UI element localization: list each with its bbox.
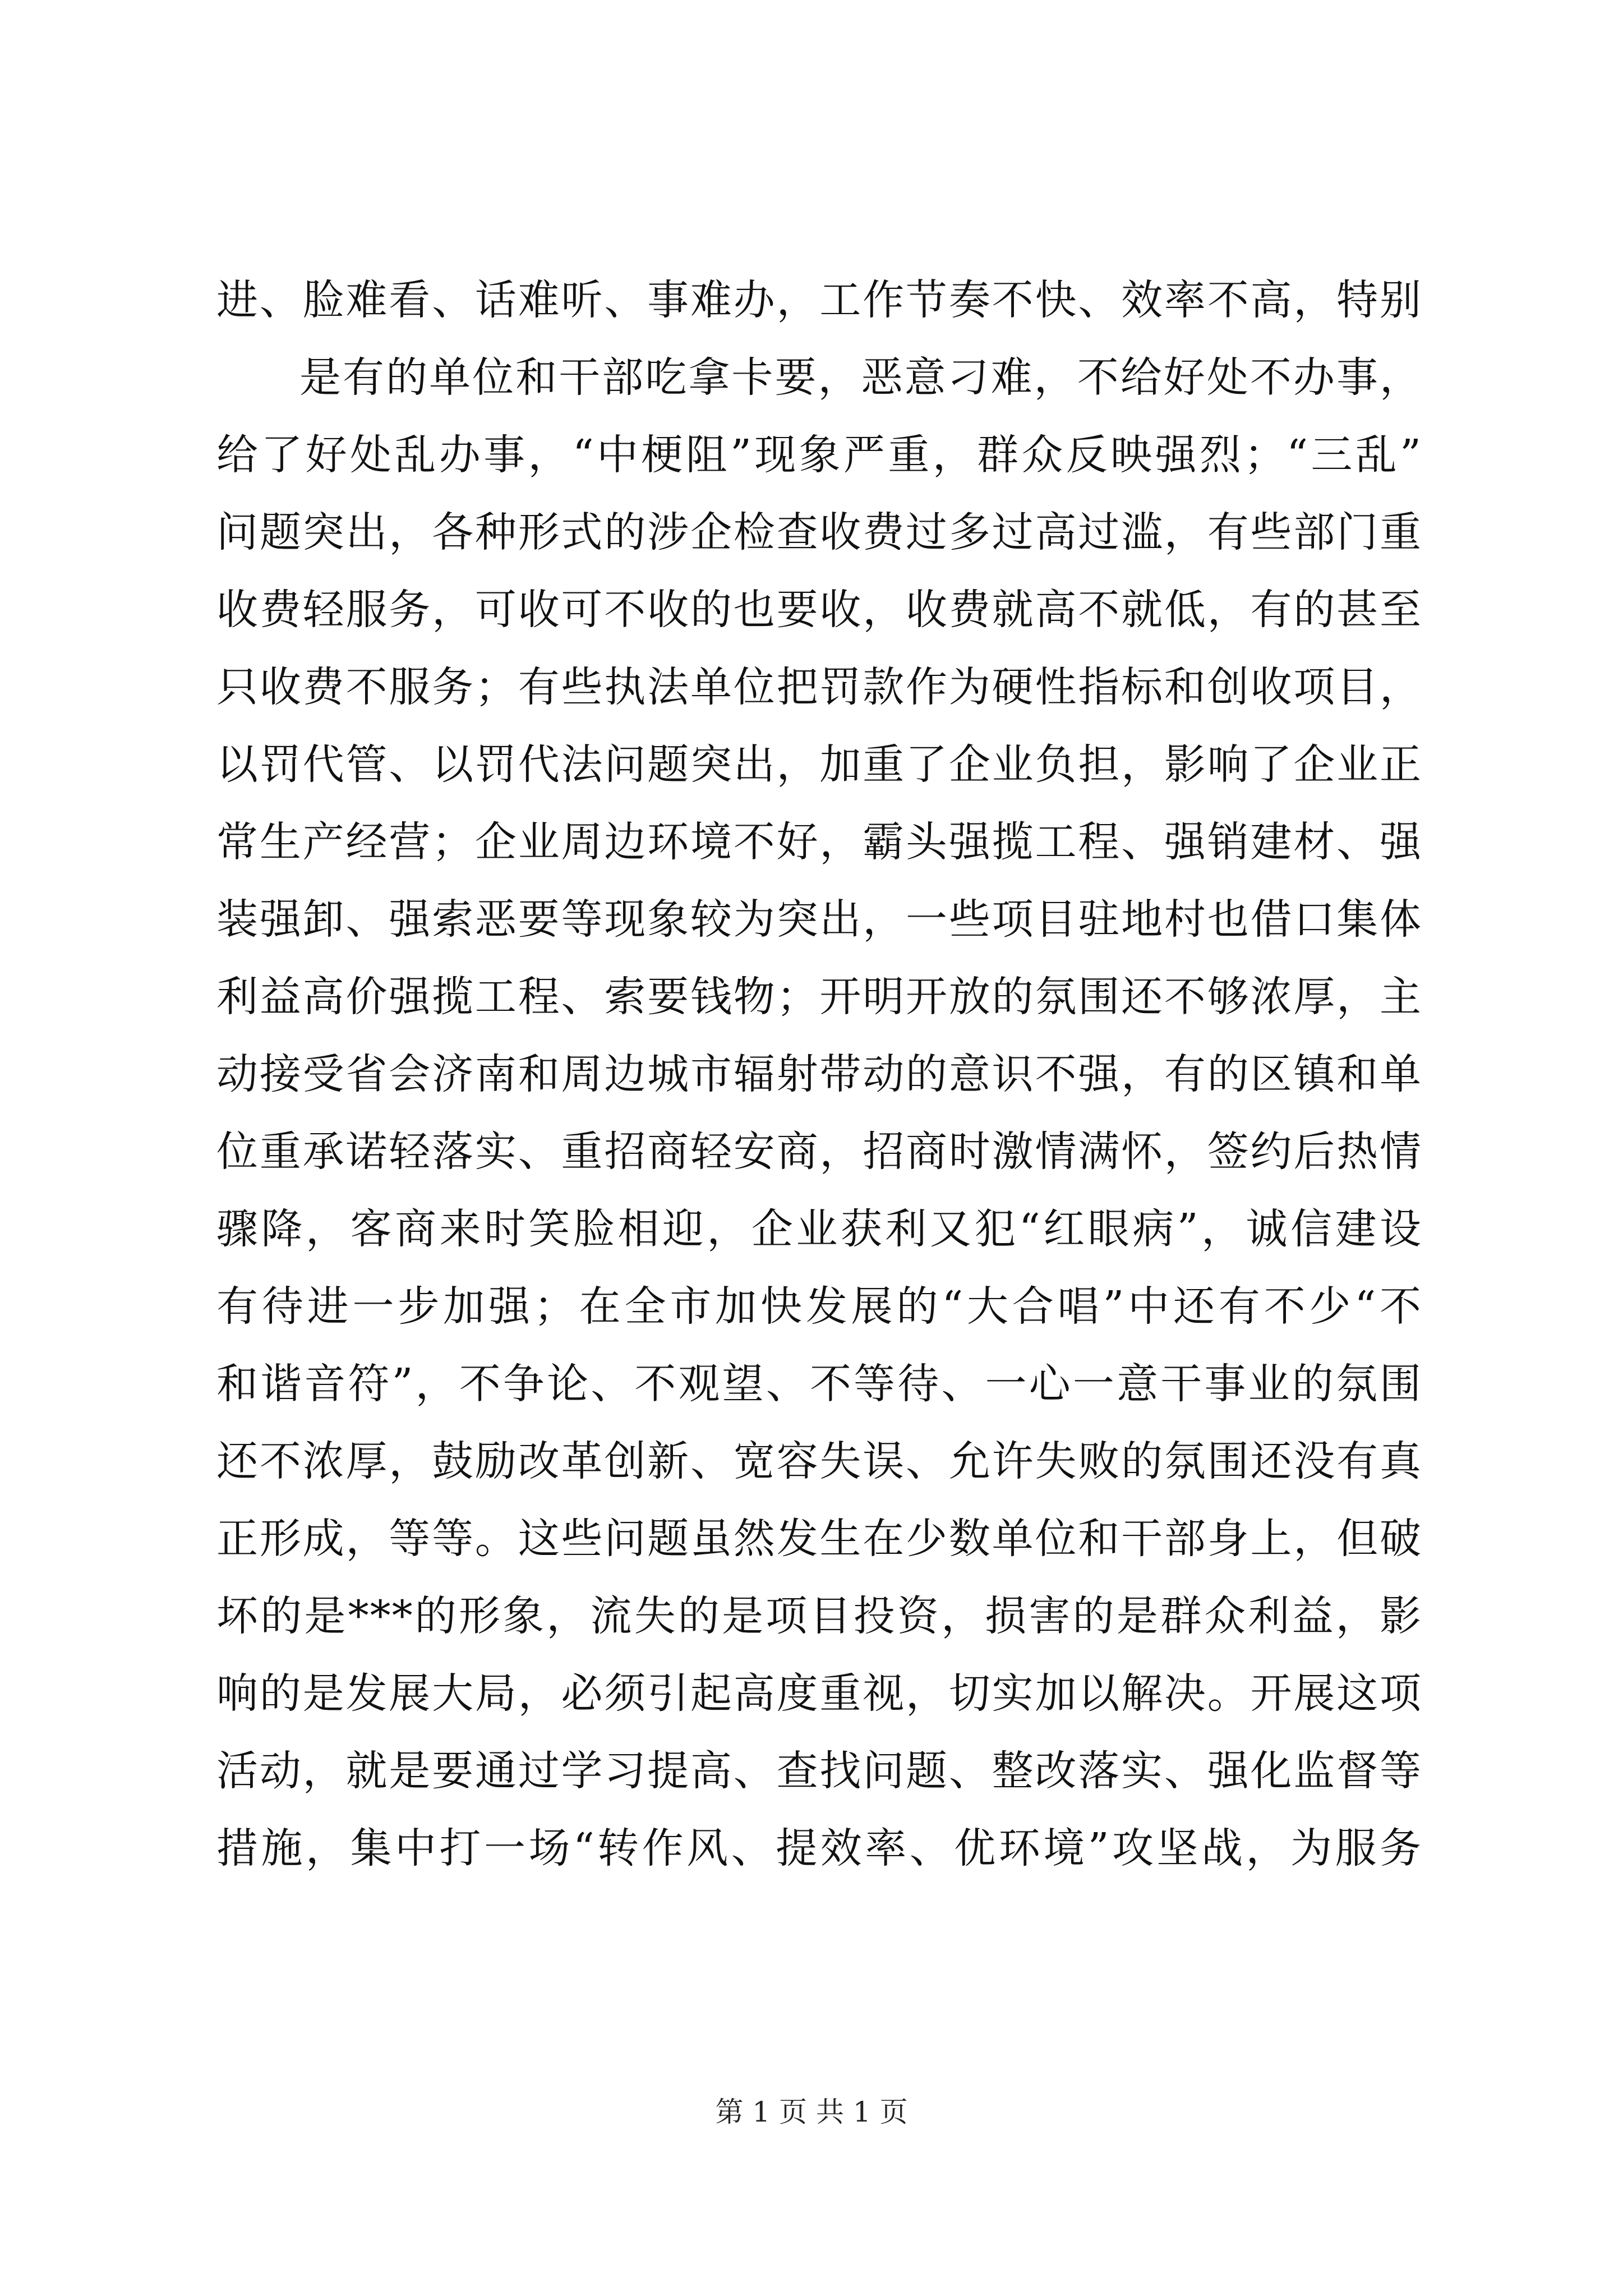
text-line-10: 利益高价强揽工程、索要钱物；开明开放的氛围还不够浓厚，主	[216, 973, 1422, 1021]
text-line-13: 骤降，客商来时笑脸相迎，企业获利又犯“红眼病”，诚信建设	[216, 1205, 1422, 1253]
text-line-21: 措施，集中打一场“转作风、提效率、优环境”攻坚战，为服务	[216, 1824, 1422, 1872]
text-line-11: 动接受省会济南和周边城市辐射带动的意识不强，有的区镇和单	[216, 1050, 1422, 1098]
text-line-2: 是有的单位和干部吃拿卡要，恶意刁难，不给好处不办事，	[299, 353, 1422, 402]
text-line-17: 正形成，等等。这些问题虽然发生在少数单位和干部身上，但破	[216, 1515, 1422, 1563]
body-text	[216, 261, 1422, 1887]
text-line-20: 活动，就是要通过学习提高、查找问题、整改落实、强化监督等	[216, 1747, 1422, 1795]
text-line-16: 还不浓厚，鼓励改革创新、宽容失误、允许失败的氛围还没有真	[216, 1437, 1422, 1485]
text-line-18: 坏的是***的形象，流失的是项目投资，损害的是群众利益，影	[216, 1592, 1422, 1640]
text-line-12: 位重承诺轻落实、重招商轻安商，招商时激情满怀，签约后热情	[216, 1128, 1422, 1176]
text-line-7: 以罚代管、以罚代法问题突出，加重了企业负担，影响了企业正	[216, 740, 1422, 789]
text-line-19: 响的是发展大局，必须引起高度重视，切实加以解决。开展这项	[216, 1669, 1422, 1718]
text-line-15: 和谐音符”，不争论、不观望、不等待、一心一意干事业的氛围	[216, 1360, 1422, 1408]
text-line-3: 给了好处乱办事，“中梗阻”现象严重，群众反映强烈；“三乱”	[216, 431, 1422, 479]
page-footer	[0, 2092, 1623, 2132]
text-line-5: 收费轻服务，可收可不收的也要收，收费就高不就低，有的甚至	[216, 586, 1422, 634]
text-line-1: 进、脸难看、话难听、事难办，工作节奏不快、效率不高，特别	[216, 276, 1422, 324]
text-line-14: 有待进一步加强；在全市加快发展的“大合唱”中还有不少“不	[216, 1282, 1422, 1331]
page-number-label: 第 1 页 共 1 页	[715, 2096, 908, 2128]
text-line-4: 问题突出，各种形式的涉企检查收费过多过高过滥，有些部门重	[216, 508, 1422, 556]
text-line-8: 常生产经营；企业周边环境不好，霸头强揽工程、强销建材、强	[216, 818, 1422, 866]
text-line-9: 装强卸、强索恶要等现象较为突出，一些项目驻地村也借口集体	[216, 895, 1422, 944]
text-line-6: 只收费不服务；有些执法单位把罚款作为硬性指标和创收项目，	[216, 663, 1422, 711]
